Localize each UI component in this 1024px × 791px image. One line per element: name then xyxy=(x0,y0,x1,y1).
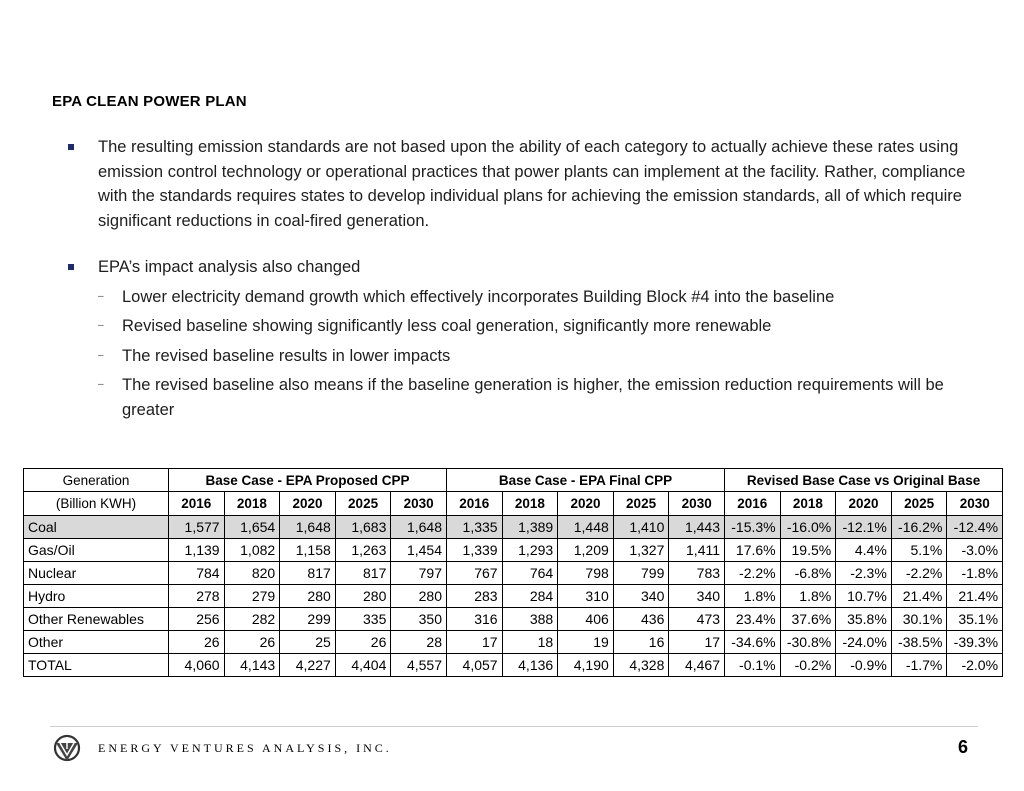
table-row xyxy=(24,585,1003,608)
table-cell: 1,448 xyxy=(558,516,614,539)
table-cell: -2.0% xyxy=(947,654,1003,677)
table-cell: 284 xyxy=(502,585,558,608)
table-cell: -12.4% xyxy=(947,516,1003,539)
dash-bullet-icon: – xyxy=(98,349,104,361)
table-cell: 1,293 xyxy=(502,539,558,562)
table-cell: 1.8% xyxy=(780,585,836,608)
table-cell: 1.8% xyxy=(725,585,781,608)
table-cell: 23.4% xyxy=(725,608,781,631)
table-cell: 280 xyxy=(335,585,391,608)
table-cell: 1,577 xyxy=(169,516,225,539)
table-cell: 1,654 xyxy=(224,516,280,539)
dash-bullet-icon: – xyxy=(98,379,104,390)
table-cell: 17 xyxy=(669,631,725,654)
table-cell: 340 xyxy=(613,585,669,608)
table-cell: 1,082 xyxy=(224,539,280,562)
generation-table xyxy=(23,468,1003,677)
table-cell: 1,263 xyxy=(335,539,391,562)
table-cell: 4,190 xyxy=(558,654,614,677)
table-cell: 256 xyxy=(169,608,225,631)
table-cell: 1,648 xyxy=(391,516,447,539)
table-cell: 350 xyxy=(391,608,447,631)
table-cell: 1,139 xyxy=(169,539,225,562)
table-cell: 17.6% xyxy=(725,539,781,562)
table-cell: 817 xyxy=(280,562,336,585)
sub-bullet-item: – Revised baseline showing significantly less coal generation, significantly more renewable xyxy=(98,314,968,339)
table-cell: 26 xyxy=(169,631,225,654)
table-cell: 406 xyxy=(558,608,614,631)
table-cell: -3.0% xyxy=(947,539,1003,562)
table-cell: 4.4% xyxy=(836,539,892,562)
table-cell: 28 xyxy=(391,631,447,654)
sub-bullet-item: – Lower electricity demand growth which effectively incorporates Building Block #4 into the baseline xyxy=(98,285,968,310)
table-row xyxy=(24,516,1003,539)
table-cell: 784 xyxy=(169,562,225,585)
table-cell: 1,683 xyxy=(335,516,391,539)
table-row xyxy=(24,539,1003,562)
table-cell: 799 xyxy=(613,562,669,585)
table-cell: 280 xyxy=(391,585,447,608)
table-cell: 767 xyxy=(447,562,503,585)
bullet-list xyxy=(68,135,968,422)
table-cell: -24.0% xyxy=(836,631,892,654)
row-label: Other Renewables xyxy=(24,608,169,631)
year-header: 2030 xyxy=(391,492,447,516)
dash-bullet-icon: – xyxy=(98,290,104,302)
corner-header: Generation xyxy=(24,469,169,492)
row-label: Hydro xyxy=(24,585,169,608)
table-cell: 1,410 xyxy=(613,516,669,539)
sub-bullet-list xyxy=(98,285,968,423)
table-cell: -6.8% xyxy=(780,562,836,585)
sub-bullet-item: – The revised baseline results in lower impacts xyxy=(98,344,968,369)
table-cell: 1,389 xyxy=(502,516,558,539)
table-cell: 340 xyxy=(669,585,725,608)
table-row xyxy=(24,631,1003,654)
table-cell: -2.2% xyxy=(891,562,947,585)
table-cell: 310 xyxy=(558,585,614,608)
year-header: 2025 xyxy=(335,492,391,516)
table-cell: 1,327 xyxy=(613,539,669,562)
table-cell: 21.4% xyxy=(947,585,1003,608)
table-cell: 817 xyxy=(335,562,391,585)
table-cell: -2.2% xyxy=(725,562,781,585)
year-header: 2018 xyxy=(502,492,558,516)
table-cell: 764 xyxy=(502,562,558,585)
table-cell: 4,143 xyxy=(224,654,280,677)
table-cell: 1,411 xyxy=(669,539,725,562)
table-cell: 26 xyxy=(224,631,280,654)
table-cell: 4,557 xyxy=(391,654,447,677)
square-bullet-icon xyxy=(68,264,74,270)
table-cell: -30.8% xyxy=(780,631,836,654)
table-row xyxy=(24,654,1003,677)
table-cell: 4,060 xyxy=(169,654,225,677)
table-cell: 25 xyxy=(280,631,336,654)
table-cell: 1,335 xyxy=(447,516,503,539)
table-cell: 283 xyxy=(447,585,503,608)
bullet-item xyxy=(68,135,968,233)
table-body xyxy=(24,516,1003,677)
table-row xyxy=(24,562,1003,585)
group-header: Base Case - EPA Proposed CPP xyxy=(169,469,447,492)
row-label: Gas/Oil xyxy=(24,539,169,562)
table-cell: 4,467 xyxy=(669,654,725,677)
year-header: 2018 xyxy=(780,492,836,516)
table-cell: 473 xyxy=(669,608,725,631)
table-cell: -0.2% xyxy=(780,654,836,677)
year-header: 2020 xyxy=(558,492,614,516)
bullet-text: EPA’s impact analysis also changed xyxy=(98,258,361,276)
table-cell: 798 xyxy=(558,562,614,585)
table-cell: 1,209 xyxy=(558,539,614,562)
table-cell: -12.1% xyxy=(836,516,892,539)
row-label: Nuclear xyxy=(24,562,169,585)
table-cell: 4,227 xyxy=(280,654,336,677)
table-cell: -39.3% xyxy=(947,631,1003,654)
table-cell: 5.1% xyxy=(891,539,947,562)
slide-title: EPA CLEAN POWER PLAN xyxy=(52,93,247,110)
year-header: 2016 xyxy=(725,492,781,516)
table-cell: 30.1% xyxy=(891,608,947,631)
table-cell: 35.1% xyxy=(947,608,1003,631)
eva-logo-icon xyxy=(52,733,82,763)
table-cell: 278 xyxy=(169,585,225,608)
company-name: ENERGY VENTURES ANALYSIS, INC. xyxy=(98,741,392,755)
table-cell: 26 xyxy=(335,631,391,654)
table-cell: -34.6% xyxy=(725,631,781,654)
year-header: 2016 xyxy=(169,492,225,516)
table-cell: 1,443 xyxy=(669,516,725,539)
table-cell: 4,136 xyxy=(502,654,558,677)
year-header: 2030 xyxy=(947,492,1003,516)
table-cell: -0.1% xyxy=(725,654,781,677)
table-cell: 21.4% xyxy=(891,585,947,608)
year-header: 2020 xyxy=(836,492,892,516)
table-cell: 4,057 xyxy=(447,654,503,677)
table-cell: 279 xyxy=(224,585,280,608)
table-cell: 19 xyxy=(558,631,614,654)
table-cell: -0.9% xyxy=(836,654,892,677)
year-header: 2018 xyxy=(224,492,280,516)
table-cell: 18 xyxy=(502,631,558,654)
table-cell: 797 xyxy=(391,562,447,585)
table-cell: 1,158 xyxy=(280,539,336,562)
table-cell: -16.0% xyxy=(780,516,836,539)
table-cell: 335 xyxy=(335,608,391,631)
row-label: TOTAL xyxy=(24,654,169,677)
table-cell: 280 xyxy=(280,585,336,608)
square-bullet-icon xyxy=(68,144,74,150)
table-row xyxy=(24,608,1003,631)
table-cell: 299 xyxy=(280,608,336,631)
table-cell: 436 xyxy=(613,608,669,631)
table-cell: 1,454 xyxy=(391,539,447,562)
table-cell: 4,328 xyxy=(613,654,669,677)
table-cell: 282 xyxy=(224,608,280,631)
table-cell: -2.3% xyxy=(836,562,892,585)
year-header: 2030 xyxy=(669,492,725,516)
table-cell: 19.5% xyxy=(780,539,836,562)
row-label: Coal xyxy=(24,516,169,539)
table-cell: 1,648 xyxy=(280,516,336,539)
year-header: 2020 xyxy=(280,492,336,516)
bullet-item xyxy=(68,255,968,422)
bullet-text: The resulting emission standards are not based upon the ability of each category to actually achieve these rates using emission control technology or operational practices that power plants can implement at the facility. Rather, compliance with the standards requires states to develop individual plans for achieving the emission standards, all of which require significant reductions in coal-fired generation. xyxy=(98,138,966,230)
table-cell: 16 xyxy=(613,631,669,654)
table-cell: 388 xyxy=(502,608,558,631)
table-cell: -38.5% xyxy=(891,631,947,654)
row-label: Other xyxy=(24,631,169,654)
table-cell: 1,339 xyxy=(447,539,503,562)
table-cell: -1.8% xyxy=(947,562,1003,585)
year-header: 2025 xyxy=(613,492,669,516)
table-cell: 316 xyxy=(447,608,503,631)
group-header: Revised Base Case vs Original Base xyxy=(725,469,1003,492)
year-header: 2016 xyxy=(447,492,503,516)
table-cell: -16.2% xyxy=(891,516,947,539)
table-cell: 4,404 xyxy=(335,654,391,677)
table-cell: 37.6% xyxy=(780,608,836,631)
units-header: (Billion KWH) xyxy=(24,492,169,516)
footer-divider xyxy=(50,726,978,727)
table-cell: -1.7% xyxy=(891,654,947,677)
table-cell: 35.8% xyxy=(836,608,892,631)
table-cell: 17 xyxy=(447,631,503,654)
group-header: Base Case - EPA Final CPP xyxy=(447,469,725,492)
table-cell: -15.3% xyxy=(725,516,781,539)
table-cell: 10.7% xyxy=(836,585,892,608)
table-cell: 820 xyxy=(224,562,280,585)
dash-bullet-icon: – xyxy=(98,320,104,331)
sub-bullet-item: – The revised baseline also means if the baseline generation is higher, the emission reduction requirements will be greater xyxy=(98,373,968,422)
year-header: 2025 xyxy=(891,492,947,516)
table-cell: 783 xyxy=(669,562,725,585)
page-number: 6 xyxy=(958,737,969,757)
